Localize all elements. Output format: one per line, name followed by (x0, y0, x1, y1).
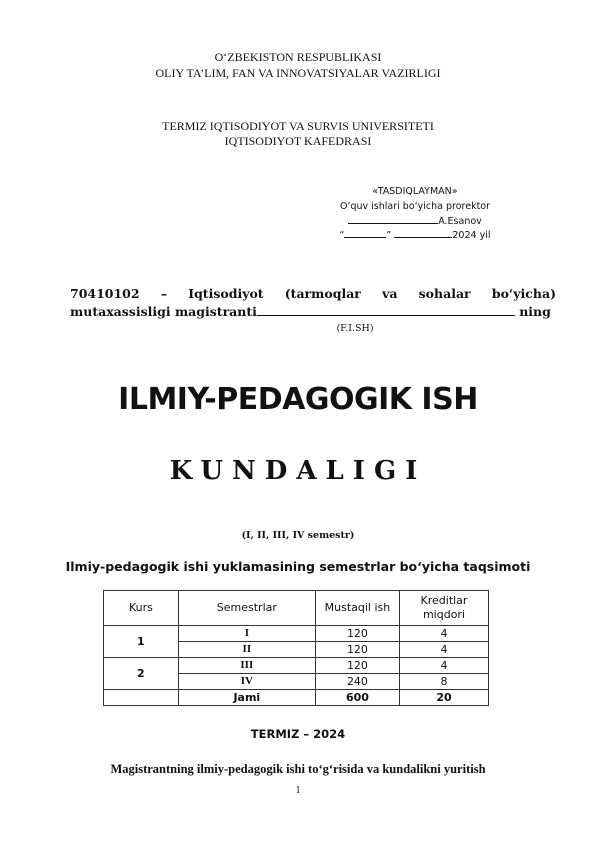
cell-kredit: 8 (399, 674, 488, 690)
department-heading: IQTISODIYOT KAFEDRASI (224, 134, 372, 148)
cell-mustaqil: 120 (315, 658, 399, 674)
table-total-row (104, 690, 489, 706)
program-word-2: (tarmoqlar (284, 286, 361, 301)
document-subtitle: KUNDALIGI (169, 456, 427, 486)
page-number: 1 (295, 785, 301, 796)
student-line (70, 304, 551, 319)
cell-kredit: 4 (399, 658, 488, 674)
header-mustaqil: Mustaqil ish (315, 591, 399, 626)
cell-empty (104, 690, 179, 706)
program-dash: – (160, 286, 168, 301)
approval-date (330, 229, 500, 241)
cell-mustaqil: 120 (315, 626, 399, 642)
approval-position: O‘quv ishlari bo‘yicha prorektor (339, 201, 491, 212)
program-word-5: bo‘yicha) (491, 286, 556, 301)
cell-kurs: 2 (104, 658, 179, 690)
program-line (70, 286, 556, 301)
student-name-line (257, 304, 515, 316)
table-row (104, 658, 489, 674)
program-word-3: va (382, 286, 398, 301)
cell-semestr: IV (178, 674, 315, 690)
cell-kurs: 1 (104, 626, 179, 658)
workload-table (103, 590, 489, 706)
program-word-1: Iqtisodiyot (188, 286, 264, 301)
student-label: mutaxassisligi magistranti (70, 304, 257, 319)
date-quote-close: ” (386, 230, 392, 241)
cell-mustaqil: 120 (315, 642, 399, 658)
cell-semestr: I (178, 626, 315, 642)
approval-name: A.Esanov (438, 216, 482, 227)
program-word-4: sohalar (418, 286, 471, 301)
total-kredit: 20 (399, 690, 488, 706)
header-semestrlar: Semestrlar (178, 591, 315, 626)
header-kurs: Kurs (104, 591, 179, 626)
month-line (394, 229, 452, 238)
cell-mustaqil: 240 (315, 674, 399, 690)
university-heading: TERMIZ IQTISODIYOT VA SURVIS UNIVERSITETI (162, 119, 434, 133)
student-suffix: ning (519, 304, 551, 319)
fish-label: (F.I.SH) (336, 323, 374, 334)
section-heading: Magistrantning ilmiy-pedagogik ishi to‘g‘risida va kundalikni yuritish (110, 762, 486, 776)
total-label: Jami (178, 690, 315, 706)
table-row (104, 626, 489, 642)
total-mustaqil: 600 (315, 690, 399, 706)
day-line (344, 229, 386, 238)
signature-line (348, 215, 438, 224)
table-caption: Ilmiy-pedagogik ishi yuklamasining semestrlar bo‘yicha taqsimoti (65, 559, 531, 574)
approval-signature (330, 215, 500, 227)
header-kredit: Kreditlar miqdori (399, 591, 488, 626)
approval-title: «TASDIQLAYMAN» (372, 186, 458, 197)
program-code: 70410102 (70, 286, 140, 301)
approval-year: 2024 yil (452, 230, 491, 241)
date-quote-open: “ (339, 230, 345, 241)
cell-kredit: 4 (399, 642, 488, 658)
republic-heading: O‘ZBEKISTON RESPUBLIKASI (214, 50, 382, 64)
table-header-row (104, 591, 489, 626)
city-year: TERMIZ – 2024 (250, 727, 346, 741)
document-title: ILMIY-PEDAGOGIK ISH (118, 382, 478, 417)
cell-semestr: II (178, 642, 315, 658)
cell-semestr: III (178, 658, 315, 674)
ministry-heading: OLIY TA’LIM, FAN VA INNOVATSIYALAR VAZIRLIGI (155, 66, 441, 80)
semesters-note: (I, II, III, IV semestr) (241, 530, 355, 541)
cell-kredit: 4 (399, 626, 488, 642)
